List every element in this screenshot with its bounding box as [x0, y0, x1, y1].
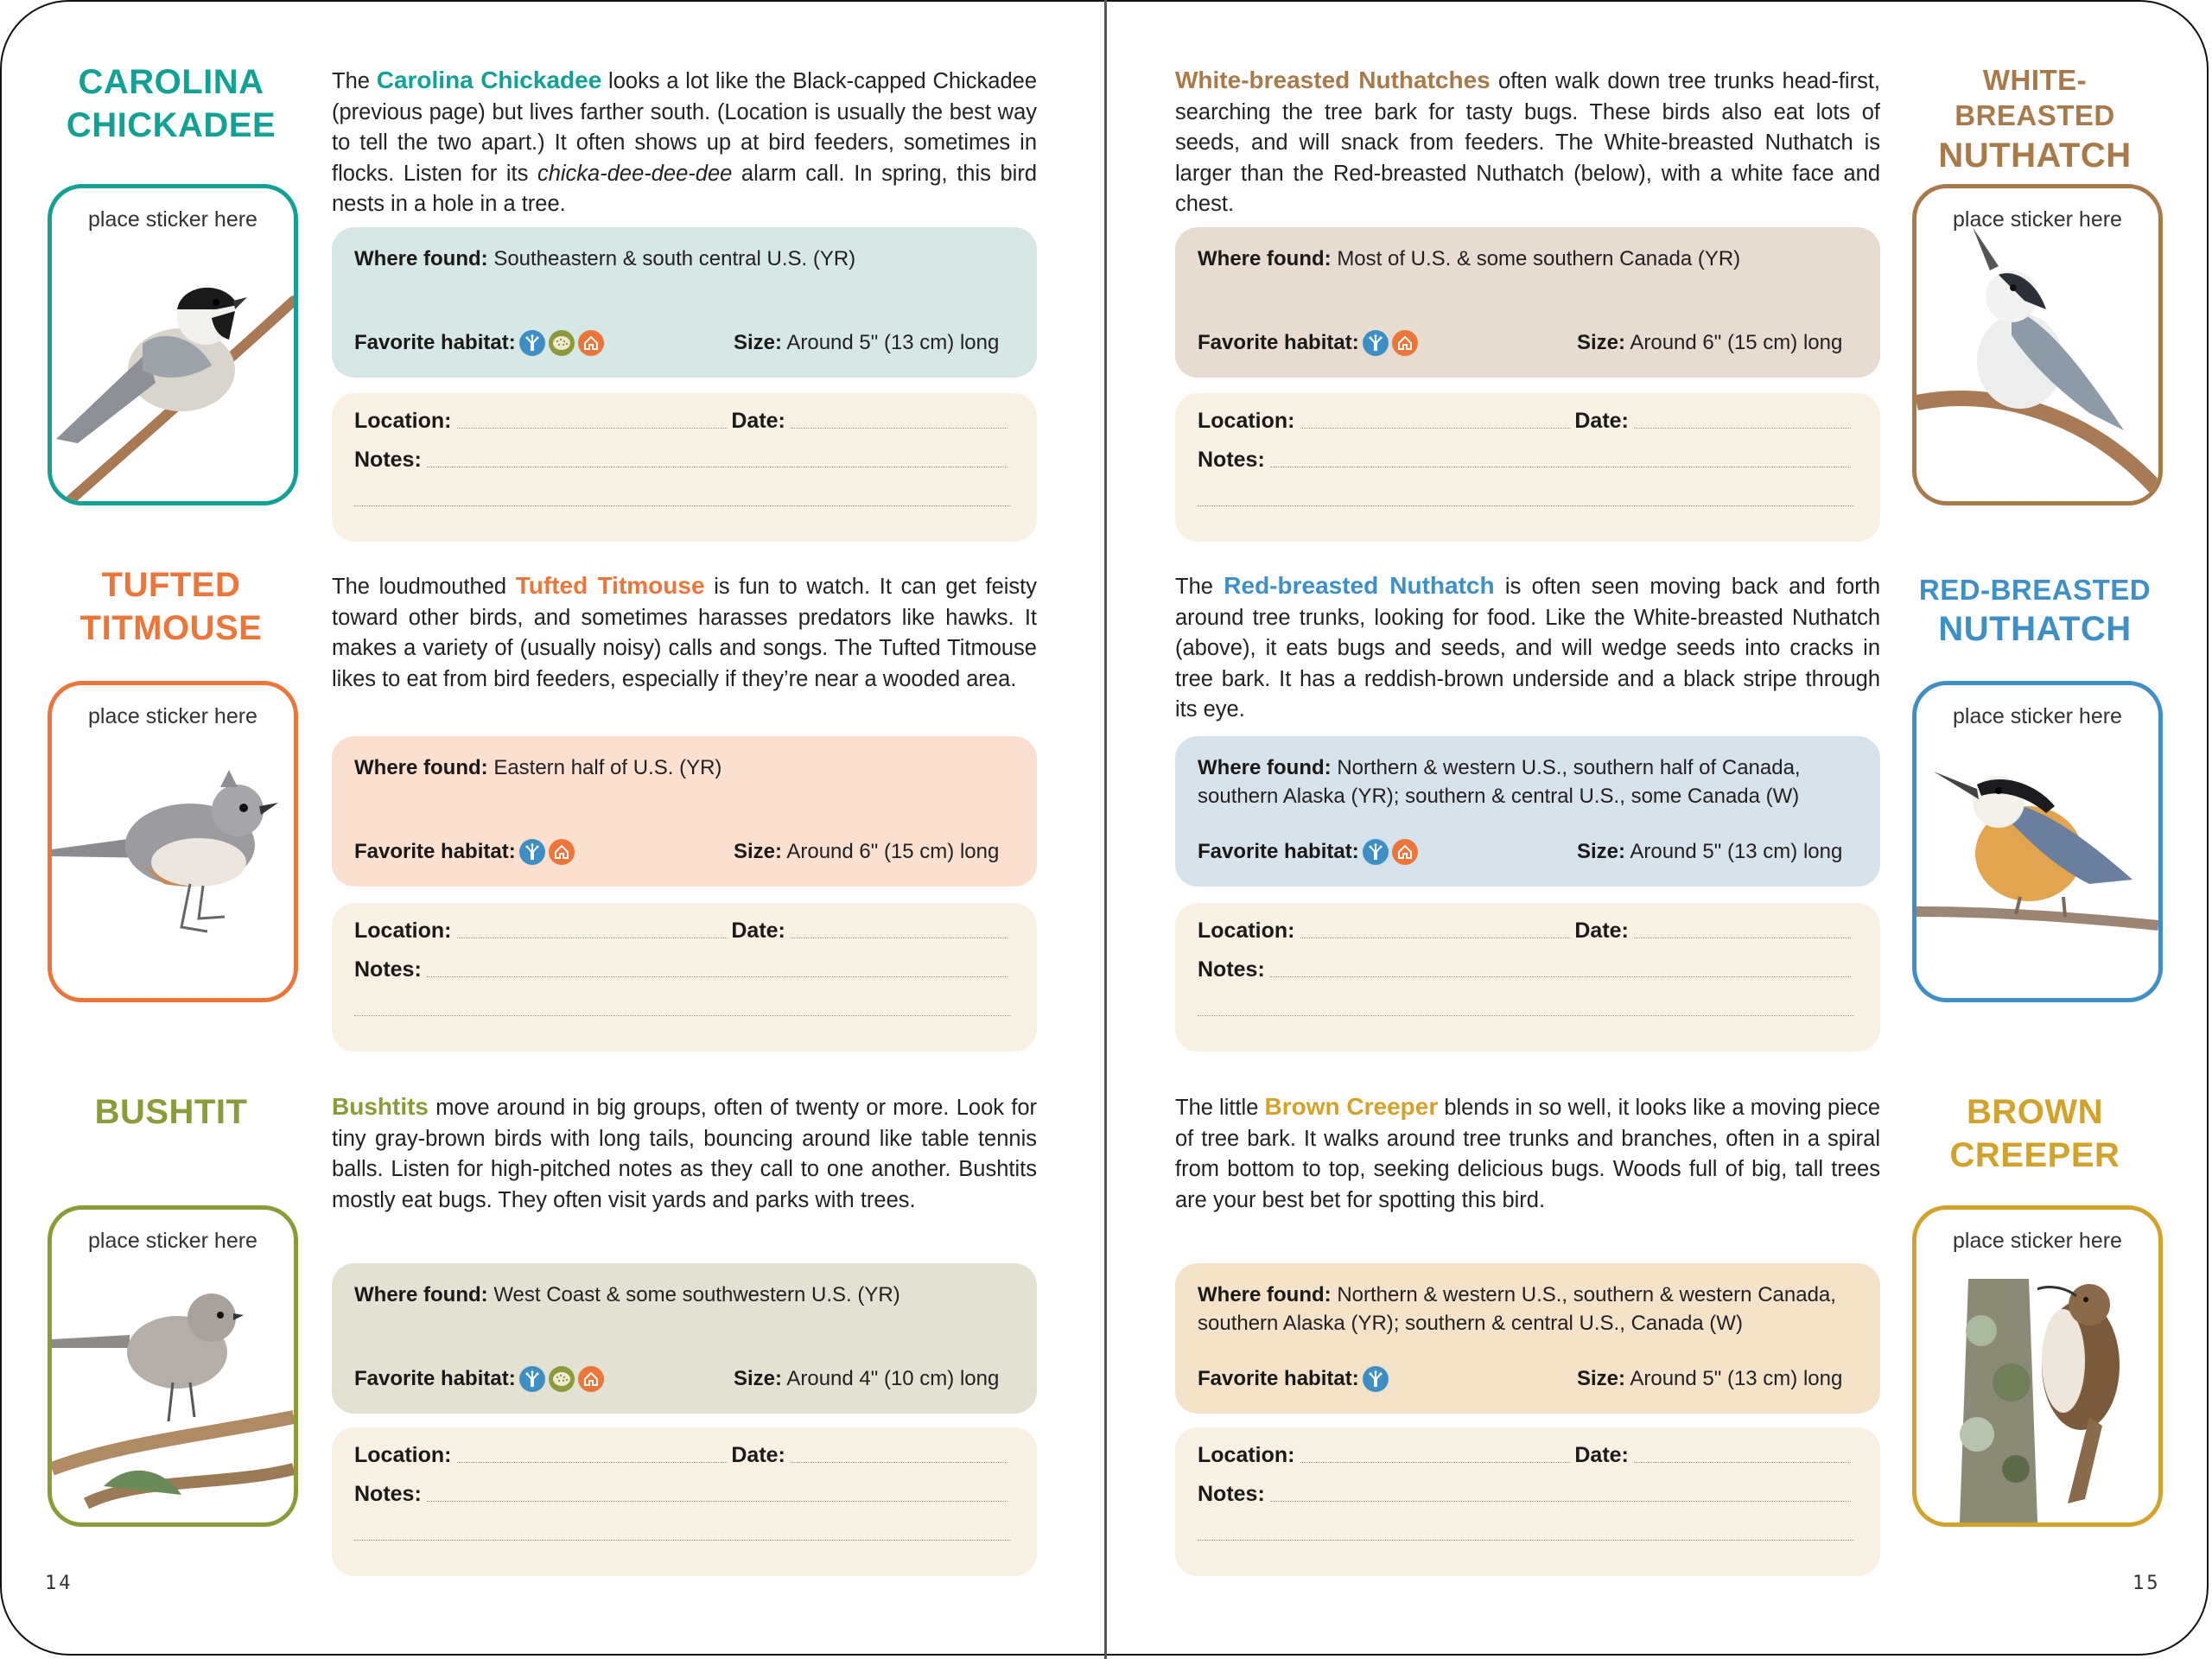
date-field[interactable]: [791, 427, 1007, 429]
habitat-label: Favorite habitat:: [1198, 331, 1359, 354]
woodland-tree-icon: [1363, 1366, 1389, 1392]
description-tufted-titmouse: [332, 570, 1037, 695]
title-line-1: RED-BREASTED: [1918, 574, 2152, 606]
page-number-right: 15: [2133, 1573, 2161, 1594]
notes-field-line-2[interactable]: [1198, 1540, 1854, 1541]
description-red-breasted-nuthatch: [1175, 570, 1880, 726]
sighting-log-white-breasted-nuthatch: [1175, 393, 1880, 542]
title-line-2: NUTHATCH: [1938, 136, 2132, 175]
date-label: Date:: [1574, 409, 1629, 433]
sticker-frame-white-breasted-nuthatch[interactable]: [1912, 184, 2163, 505]
where-value: Southeastern & south central U.S. (YR): [493, 247, 856, 270]
woodland-tree-icon: [1363, 330, 1389, 356]
favorite-habitat: [1198, 1364, 1389, 1393]
bird-name-highlight: Tufted Titmouse: [515, 572, 705, 599]
where-value: West Coast & some southwestern U.S. (YR): [493, 1283, 900, 1306]
backyard-home-icon: [1392, 330, 1418, 356]
bird-title-brown-creeper: [1905, 1090, 2164, 1177]
bird-size: [734, 837, 999, 866]
bushtit-photo-icon: [52, 1210, 294, 1522]
notes-label: Notes:: [1198, 1482, 1265, 1506]
notes-field-line-2[interactable]: [1198, 505, 1854, 506]
where-value: Eastern half of U.S. (YR): [493, 756, 722, 779]
intro-text: The loudmouthed: [332, 575, 516, 599]
title-line-2: TITMOUSE: [79, 609, 263, 647]
red-breasted-nuthatch-photo-icon: [1916, 685, 2158, 998]
body-text: is fun to watch. It can get feisty toward other birds, and sometimes harasses predators like hawks. It makes a variety of (usually noisy) calls and songs. The Tufted Titmouse likes to eat from bird feeders, especially if they’re near a wooded area.: [332, 575, 1038, 691]
size-label: Size:: [1577, 1367, 1626, 1390]
where-label: Where found:: [1198, 1283, 1332, 1306]
notes-field[interactable]: [1270, 976, 1851, 977]
bird-title-white-breasted-nuthatch: [1905, 62, 2164, 177]
backyard-home-icon: [578, 330, 604, 356]
title-line-1: WHITE-BREASTED: [1955, 64, 2115, 132]
sighting-log-carolina-chickadee: [332, 393, 1037, 542]
bird-name-highlight: Bushtits: [332, 1093, 429, 1120]
notes-row: [1198, 448, 1854, 473]
where-found: [354, 245, 1011, 273]
location-label: Location:: [354, 1443, 452, 1467]
location-date-row: [1198, 409, 1854, 434]
date-field[interactable]: [791, 1461, 1007, 1463]
date-field[interactable]: [791, 937, 1007, 938]
sticker-label: place sticker here: [1953, 1229, 2122, 1253]
size-label: Size:: [734, 331, 783, 354]
location-date-row: [1198, 918, 1854, 944]
date-label: Date:: [731, 918, 785, 943]
location-label: Location:: [1198, 918, 1295, 943]
habitat-label: Favorite habitat:: [354, 840, 516, 863]
where-found: [1198, 245, 1854, 273]
favorite-habitat: [354, 837, 575, 866]
where-label: Where found:: [1198, 247, 1332, 270]
intro-text: The: [332, 69, 377, 93]
location-field[interactable]: [1300, 1461, 1572, 1463]
bird-size: [734, 328, 999, 357]
notes-label: Notes:: [354, 448, 422, 472]
title-line-2: NUTHATCH: [1938, 610, 2132, 649]
notes-label: Notes:: [354, 957, 422, 982]
white-breasted-nuthatch-photo-icon: [1916, 188, 2158, 501]
sticker-label: place sticker here: [1953, 704, 2122, 728]
size-label: Size:: [1577, 840, 1626, 863]
where-found: [354, 753, 1011, 782]
woodland-tree-icon: [519, 330, 545, 356]
favorite-habitat: [354, 328, 604, 357]
sticker-frame-carolina-chickadee[interactable]: [48, 184, 298, 505]
where-label: Where found:: [354, 247, 488, 270]
location-field[interactable]: [457, 1461, 728, 1463]
bird-title-carolina-chickadee: [41, 60, 301, 147]
where-value: Most of U.S. & some southern Canada (YR): [1337, 247, 1741, 270]
bird-name-highlight: Carolina Chickadee: [376, 67, 602, 93]
info-box-carolina-chickadee: [332, 227, 1037, 378]
size-value: Around 5" (13 cm) long: [1630, 1367, 1843, 1390]
location-label: Location:: [354, 409, 452, 433]
notes-field[interactable]: [427, 976, 1007, 977]
body-text-end: alarm call. In spring, this bird nests in a hole in a tree.: [332, 161, 1037, 216]
sticker-label: place sticker here: [1953, 207, 2122, 232]
info-box-red-breasted-nuthatch: [1175, 736, 1880, 887]
title-line-2: CHICKADEE: [66, 106, 276, 144]
notes-label: Notes:: [1198, 957, 1265, 982]
favorite-habitat: [354, 1364, 604, 1393]
favorite-habitat: [1198, 328, 1418, 357]
size-value: Around 6" (15 cm) long: [1630, 331, 1843, 354]
titmouse-photo-icon: [52, 685, 294, 998]
location-date-row: [354, 1443, 1011, 1468]
location-label: Location:: [354, 918, 452, 943]
title-line-1: TUFTED: [101, 566, 241, 604]
notes-field-line-2[interactable]: [354, 505, 1011, 506]
body-text: often walk down tree trunks head-first, searching the tree bark for tasty bugs. These birds also eat lots of seeds, and will snack from feeders. The White-breasted Nuthatch is larger than the Red-breasted Nuthatch (below), with a white face and chest.: [1175, 69, 1880, 216]
bird-size: [1577, 837, 1842, 866]
location-field[interactable]: [1300, 937, 1572, 938]
bird-size: [1577, 1364, 1842, 1393]
sticker-frame-bushtit[interactable]: [48, 1205, 298, 1527]
date-label: Date:: [731, 409, 785, 433]
sticker-frame-brown-creeper[interactable]: [1912, 1205, 2163, 1527]
habitat-label: Favorite habitat:: [1198, 1367, 1359, 1390]
sticker-frame-tufted-titmouse[interactable]: [48, 681, 298, 1002]
where-label: Where found:: [354, 756, 488, 779]
notes-field[interactable]: [1270, 1500, 1851, 1502]
size-value: Around 5" (13 cm) long: [786, 331, 1000, 354]
location-label: Location:: [1198, 409, 1295, 433]
title-line-1: CAROLINA: [78, 63, 264, 101]
habitat-label: Favorite habitat:: [354, 1367, 516, 1390]
bird-size: [1577, 328, 1842, 357]
bird-name-highlight: White-breasted Nuthatches: [1175, 67, 1491, 93]
woodland-tree-icon: [519, 1366, 545, 1392]
date-label: Date:: [1574, 918, 1629, 943]
size-label: Size:: [734, 1367, 783, 1390]
bird-name-highlight: Brown Creeper: [1264, 1093, 1439, 1120]
habitat-label: Favorite habitat:: [354, 331, 516, 354]
body-text: blends in so well, it looks like a moving piece of tree bark. It walks around tree trunks and branches, often in a spiral from bottom to top, seeking delicious bugs. Woods full of big, tall trees are your best bet for spotting this bird.: [1175, 1096, 1880, 1212]
where-value: Northern & western U.S., southern half of Canada, southern Alaska (YR); southern & central U.S., some Canada (W): [1198, 756, 1801, 808]
info-box-bushtit: [332, 1263, 1037, 1414]
page-gutter: [1104, 0, 1107, 1659]
backyard-home-icon: [1392, 839, 1418, 865]
bird-title-red-breasted-nuthatch: [1905, 572, 2164, 651]
where-label: Where found:: [1198, 756, 1332, 779]
notes-field-line-2[interactable]: [354, 1015, 1011, 1016]
where-found: [354, 1281, 1011, 1309]
size-value: Around 4" (10 cm) long: [786, 1367, 1000, 1390]
info-box-brown-creeper: [1175, 1263, 1880, 1414]
sticker-label: place sticker here: [88, 207, 257, 232]
sticker-label: place sticker here: [88, 704, 257, 728]
notes-label: Notes:: [354, 1482, 422, 1506]
where-found: [1198, 1281, 1854, 1338]
sighting-log-brown-creeper: [1175, 1427, 1880, 1576]
date-label: Date:: [1574, 1443, 1629, 1467]
shrub-icon: [549, 1366, 575, 1392]
notes-field[interactable]: [1270, 466, 1851, 467]
description-bushtit: [332, 1091, 1037, 1216]
where-found: [1198, 753, 1854, 810]
notes-field-line-2[interactable]: [1198, 1015, 1854, 1016]
sticker-frame-red-breasted-nuthatch[interactable]: [1912, 681, 2163, 1002]
bird-name-highlight: Red-breasted Nuthatch: [1224, 572, 1495, 599]
sighting-log-bushtit: [332, 1427, 1037, 1576]
location-date-row: [354, 409, 1011, 434]
date-field[interactable]: [1634, 427, 1851, 429]
woodland-tree-icon: [1363, 839, 1389, 865]
bird-size: [734, 1364, 999, 1393]
description-brown-creeper: [1175, 1091, 1880, 1216]
notes-field[interactable]: [427, 1500, 1007, 1502]
location-field[interactable]: [1300, 427, 1572, 429]
title-line-1: BROWN: [1966, 1093, 2104, 1131]
size-value: Around 5" (13 cm) long: [1630, 840, 1843, 863]
title-line-2: CREEPER: [1949, 1136, 2120, 1174]
info-box-white-breasted-nuthatch: [1175, 227, 1880, 378]
backyard-home-icon: [549, 839, 575, 865]
location-field[interactable]: [457, 937, 728, 938]
title-line-1: BUSHTIT: [94, 1093, 248, 1131]
intro-text: The little: [1175, 1096, 1265, 1120]
chickadee-photo-icon: [52, 188, 294, 501]
habitat-label: Favorite habitat:: [1198, 840, 1359, 863]
sticker-label: place sticker here: [88, 1229, 257, 1253]
description-white-breasted-nuthatch: [1175, 65, 1880, 220]
notes-row: [354, 957, 1011, 982]
date-field[interactable]: [1634, 1461, 1851, 1463]
bird-title-bushtit: [41, 1090, 301, 1134]
brown-creeper-photo-icon: [1916, 1210, 2158, 1522]
location-label: Location:: [1198, 1443, 1295, 1467]
date-field[interactable]: [1634, 937, 1851, 938]
notes-field-line-2[interactable]: [354, 1540, 1011, 1541]
notes-row: [1198, 1482, 1854, 1507]
info-box-tufted-titmouse: [332, 736, 1037, 887]
notes-label: Notes:: [1198, 448, 1265, 472]
size-value: Around 6" (15 cm) long: [786, 840, 1000, 863]
where-label: Where found:: [354, 1283, 488, 1306]
location-date-row: [1198, 1443, 1854, 1468]
call-text: chicka-dee-dee-dee: [537, 161, 733, 186]
bird-title-tufted-titmouse: [41, 563, 301, 650]
location-date-row: [354, 918, 1011, 944]
body-text: move around in big groups, often of twenty or more. Look for tiny gray-brown birds with long tails, bouncing around like table tennis balls. Listen for high-pitched notes as they call to one another. Bushtits mostly eat bugs. They often visit yards and parks with trees.: [332, 1096, 1037, 1212]
sighting-log-red-breasted-nuthatch: [1175, 903, 1880, 1052]
size-label: Size:: [734, 840, 783, 863]
intro-text: The: [1175, 575, 1224, 599]
notes-field[interactable]: [427, 466, 1007, 467]
location-field[interactable]: [457, 427, 728, 429]
body-text: is often seen moving back and forth around tree trunks, looking for food. Like the White-breasted Nuthatch (above), it eats bugs and seeds, and will wedge seeds into cracks in tree bark. It has a reddish-brown underside and a black stripe through its eye.: [1175, 575, 1880, 721]
backyard-home-icon: [578, 1366, 604, 1392]
page-number-left: 14: [45, 1573, 73, 1594]
shrub-icon: [549, 330, 575, 356]
favorite-habitat: [1198, 837, 1418, 866]
size-label: Size:: [1577, 331, 1626, 354]
description-carolina-chickadee: [332, 65, 1037, 220]
woodland-tree-icon: [519, 839, 545, 865]
sighting-log-tufted-titmouse: [332, 903, 1037, 1052]
where-value: Northern & western U.S., southern & western Canada, southern Alaska (YR); southern & central U.S., Canada (W): [1198, 1283, 1836, 1335]
notes-row: [1198, 957, 1854, 982]
notes-row: [354, 1482, 1011, 1507]
date-label: Date:: [731, 1443, 785, 1467]
body-text: looks a lot like the Black-capped Chickadee (previous page) but lives farther south. (Location is usually the best way to tell the two apart.) It often shows up at bird feeders, sometimes in flocks. Listen for its: [332, 69, 1038, 186]
notes-row: [354, 448, 1011, 473]
